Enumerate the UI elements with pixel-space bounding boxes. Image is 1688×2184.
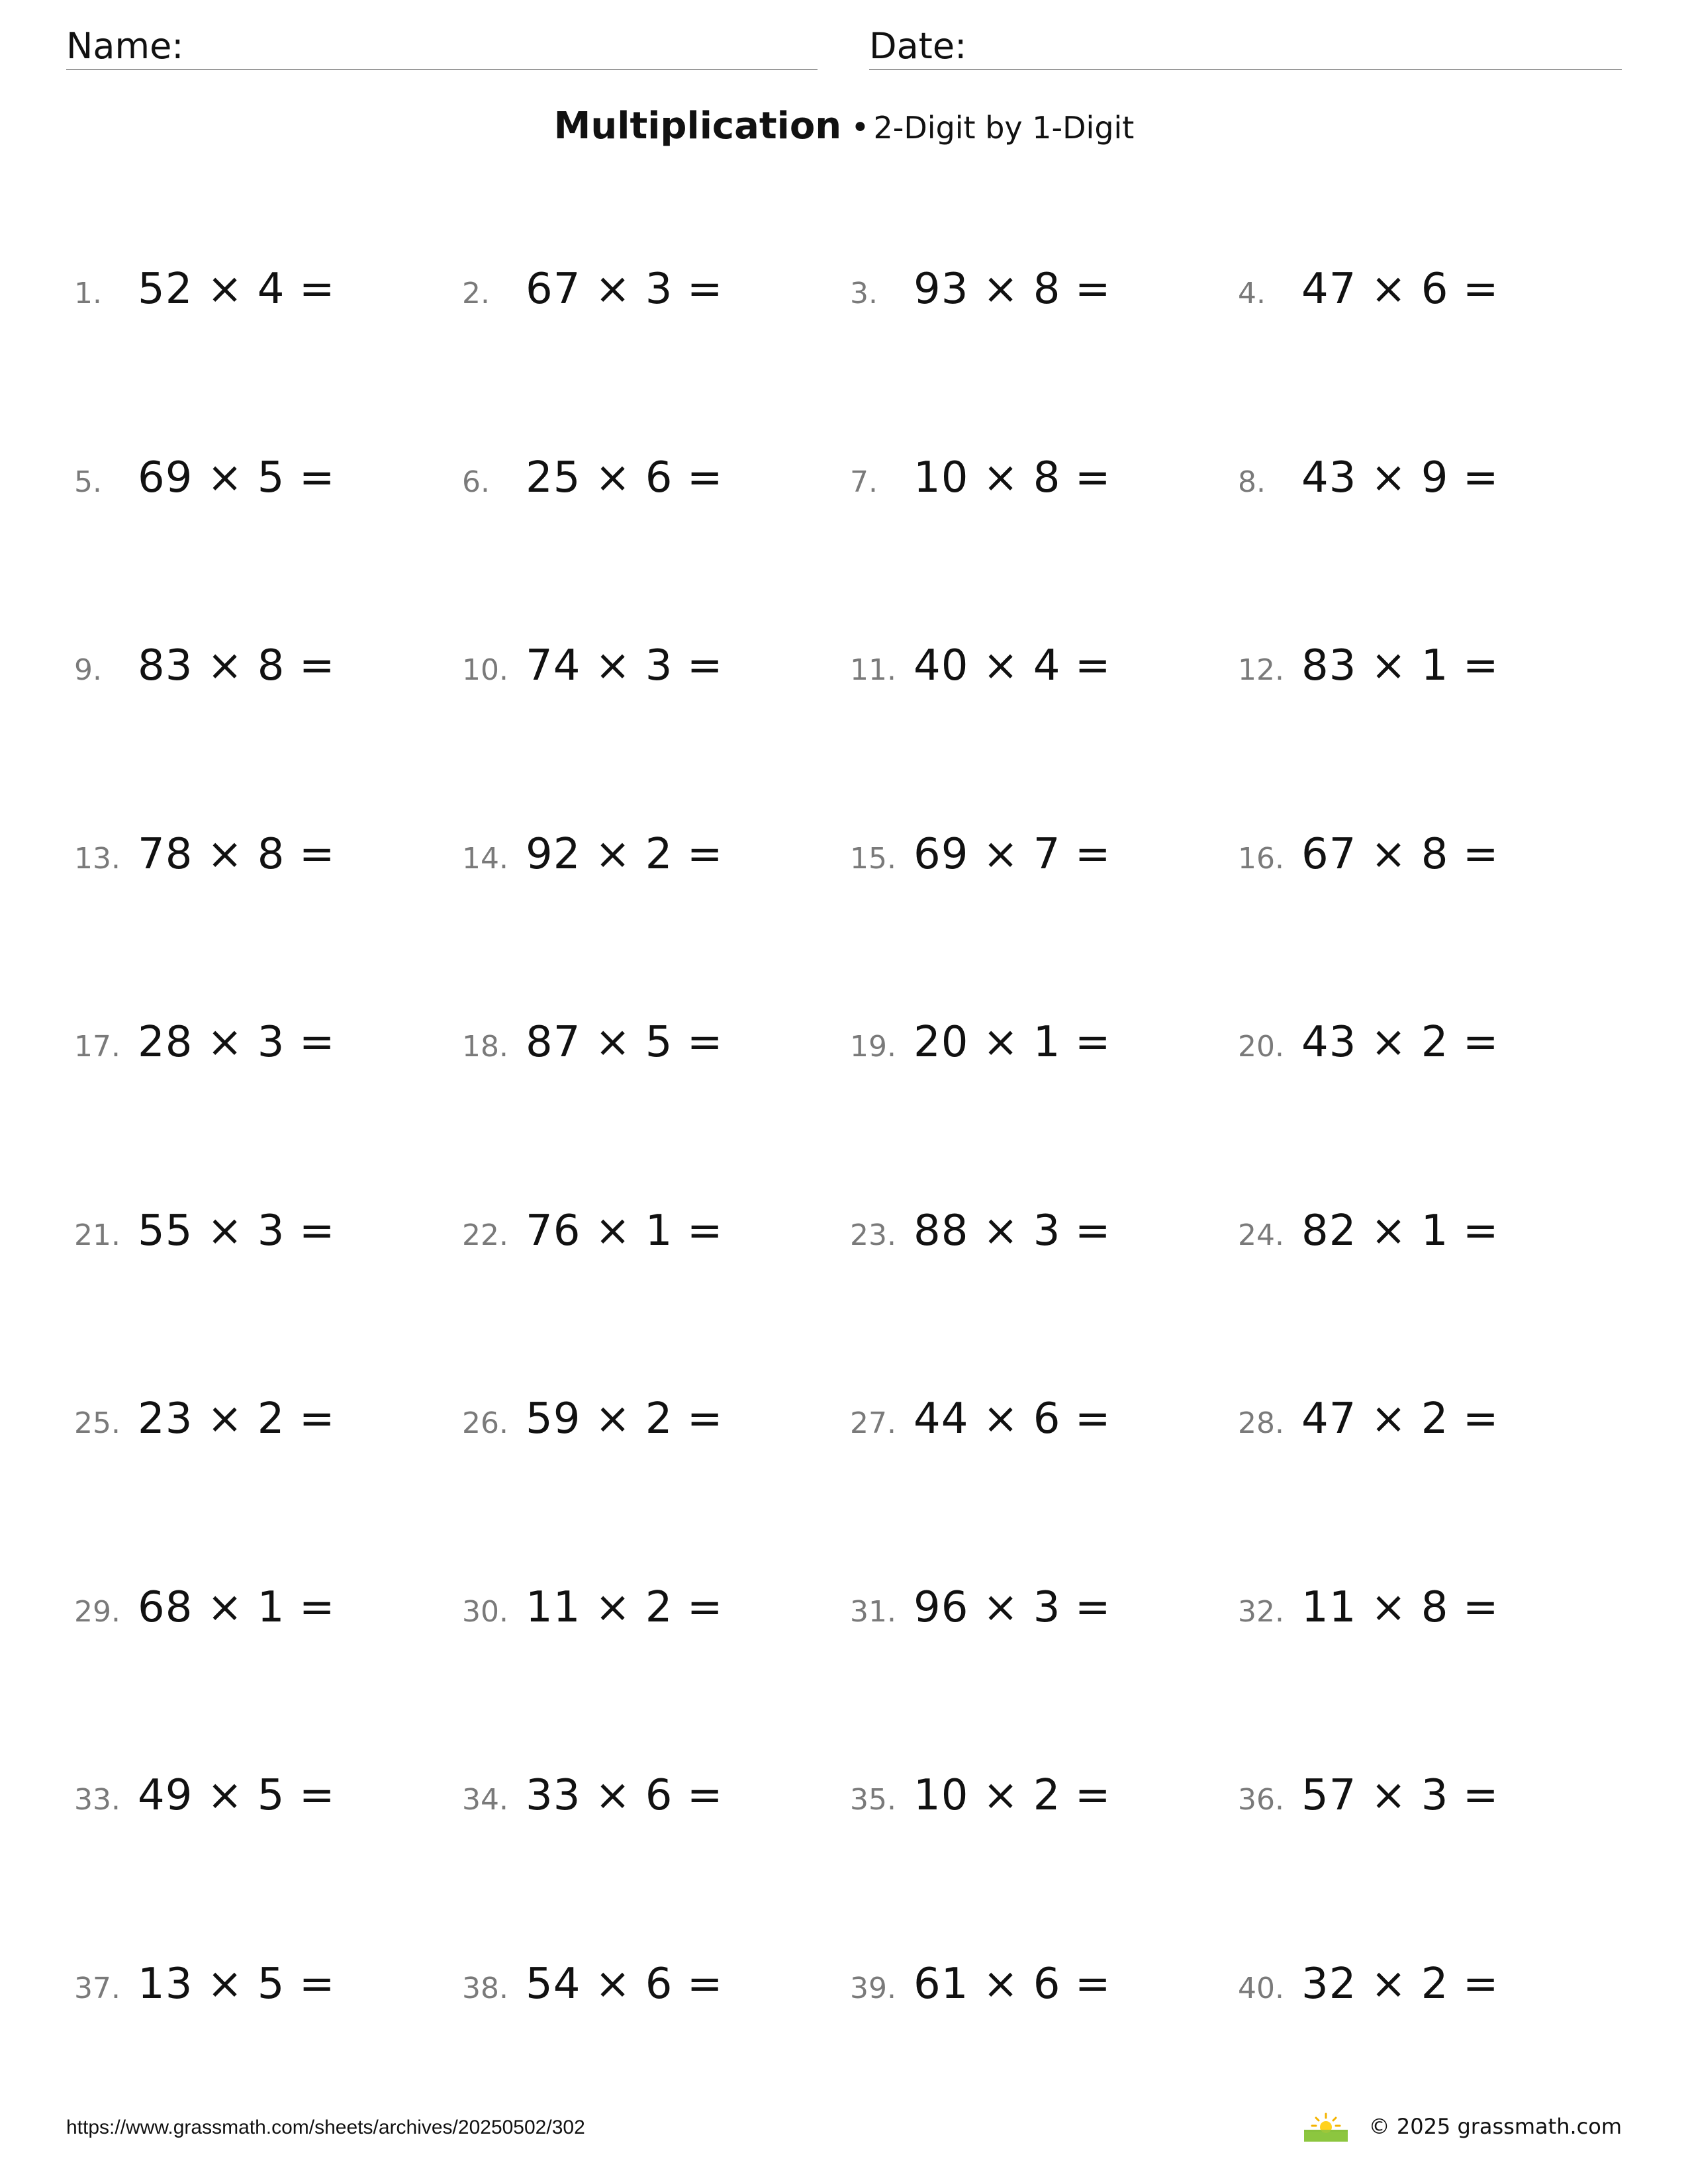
problem-number: 10. <box>462 653 508 687</box>
problem-number: 12. <box>1238 653 1284 687</box>
problem-number: 3. <box>850 277 878 310</box>
name-label: Name: <box>66 25 184 67</box>
problem-number: 39. <box>850 1972 896 2005</box>
problem-number: 11. <box>850 653 896 687</box>
problem-expression: 43 × 9 = <box>1301 453 1499 502</box>
problem-number: 33. <box>74 1783 120 1817</box>
problem-number: 37. <box>74 1972 120 2005</box>
title-separator: • <box>851 109 870 146</box>
problem-expression: 68 × 1 = <box>138 1583 336 1632</box>
problem-expression: 57 × 3 = <box>1301 1771 1499 1820</box>
problem-expression: 23 × 2 = <box>138 1394 336 1443</box>
problem-number: 23. <box>850 1218 896 1252</box>
problem-expression: 40 × 4 = <box>914 641 1111 690</box>
title-subtitle: 2-Digit by 1-Digit <box>873 110 1135 146</box>
problem-number: 19. <box>850 1030 896 1064</box>
problem-number: 36. <box>1238 1783 1284 1817</box>
problem-item <box>1238 453 1499 506</box>
problem-number: 30. <box>462 1595 508 1629</box>
problem-item <box>850 641 1111 694</box>
problem-expression: 61 × 6 = <box>914 1960 1111 2009</box>
problem-expression: 93 × 8 = <box>914 265 1111 314</box>
problem-expression: 20 × 1 = <box>914 1018 1111 1067</box>
problem-item <box>74 641 335 694</box>
problem-number: 1. <box>74 277 102 310</box>
problem-number: 28. <box>1238 1406 1284 1440</box>
problem-item <box>462 1771 723 1824</box>
problem-expression: 67 × 3 = <box>526 265 724 314</box>
problem-item <box>850 1583 1111 1636</box>
problem-expression: 10 × 8 = <box>914 453 1111 502</box>
problem-number: 7. <box>850 465 878 499</box>
problem-expression: 10 × 2 = <box>914 1771 1111 1820</box>
problem-expression: 52 × 4 = <box>138 265 336 314</box>
problem-number: 34. <box>462 1783 508 1817</box>
problem-item <box>850 265 1111 318</box>
problem-expression: 54 × 6 = <box>526 1960 724 2009</box>
problem-expression: 59 × 2 = <box>526 1394 724 1443</box>
problem-number: 27. <box>850 1406 896 1440</box>
problem-number: 9. <box>74 653 102 687</box>
problem-item <box>850 830 1111 883</box>
problem-expression: 43 × 2 = <box>1301 1018 1499 1067</box>
problem-number: 35. <box>850 1783 896 1817</box>
problem-item <box>1238 1583 1499 1636</box>
problem-number: 40. <box>1238 1972 1284 2005</box>
problem-expression: 88 × 3 = <box>914 1206 1111 1255</box>
problem-item <box>74 265 335 318</box>
problem-expression: 67 × 8 = <box>1301 830 1499 879</box>
problem-expression: 47 × 2 = <box>1301 1394 1499 1443</box>
problem-item <box>850 1394 1111 1447</box>
problem-number: 16. <box>1238 842 1284 876</box>
footer-credit <box>1303 2111 1622 2142</box>
problem-item <box>1238 641 1499 694</box>
problem-item <box>1238 1771 1499 1824</box>
problem-expression: 83 × 8 = <box>138 641 336 690</box>
problem-number: 32. <box>1238 1595 1284 1629</box>
sun-over-grass-icon <box>1303 2111 1349 2142</box>
problem-item <box>850 1960 1111 2013</box>
problem-item <box>1238 830 1499 883</box>
problem-expression: 47 × 6 = <box>1301 265 1499 314</box>
problem-item <box>850 453 1111 506</box>
problem-expression: 76 × 1 = <box>526 1206 724 1255</box>
problem-number: 38. <box>462 1972 508 2005</box>
problem-expression: 33 × 6 = <box>526 1771 724 1820</box>
problem-expression: 55 × 3 = <box>138 1206 336 1255</box>
problem-number: 15. <box>850 842 896 876</box>
problem-item <box>462 830 723 883</box>
problem-expression: 83 × 1 = <box>1301 641 1499 690</box>
problem-number: 6. <box>462 465 490 499</box>
problem-number: 26. <box>462 1406 508 1440</box>
problem-number: 18. <box>462 1030 508 1064</box>
problem-number: 20. <box>1238 1030 1284 1064</box>
problem-item <box>850 1771 1111 1824</box>
problem-expression: 82 × 1 = <box>1301 1206 1499 1255</box>
problem-item <box>462 1583 723 1636</box>
problem-item <box>462 1206 723 1259</box>
problem-expression: 92 × 2 = <box>526 830 724 879</box>
problem-expression: 25 × 6 = <box>526 453 724 502</box>
problem-item <box>74 453 335 506</box>
problem-item <box>1238 265 1499 318</box>
problem-item <box>1238 1206 1499 1259</box>
problem-item <box>74 1771 335 1824</box>
problem-number: 5. <box>74 465 102 499</box>
problem-expression: 78 × 8 = <box>138 830 336 879</box>
problem-number: 29. <box>74 1595 120 1629</box>
problem-item <box>850 1018 1111 1071</box>
problem-number: 13. <box>74 842 120 876</box>
problem-number: 17. <box>74 1030 120 1064</box>
problem-expression: 96 × 3 = <box>914 1583 1111 1632</box>
problem-item <box>1238 1018 1499 1071</box>
problem-number: 8. <box>1238 465 1266 499</box>
problem-number: 21. <box>74 1218 120 1252</box>
problem-item <box>462 1018 723 1071</box>
problem-item <box>74 830 335 883</box>
problem-item <box>462 265 723 318</box>
problem-expression: 69 × 7 = <box>914 830 1111 879</box>
title-main: Multiplication <box>553 105 842 148</box>
problem-number: 22. <box>462 1218 508 1252</box>
copyright-text: © 2025 grassmath.com <box>1368 2114 1622 2139</box>
problem-number: 4. <box>1238 277 1266 310</box>
problem-expression: 74 × 3 = <box>526 641 724 690</box>
problem-expression: 28 × 3 = <box>138 1018 336 1067</box>
problem-number: 31. <box>850 1595 896 1629</box>
problem-item <box>462 641 723 694</box>
problem-number: 25. <box>74 1406 120 1440</box>
problem-expression: 69 × 5 = <box>138 453 336 502</box>
problem-item <box>74 1960 335 2013</box>
problem-item <box>850 1206 1111 1259</box>
problem-item <box>462 1960 723 2013</box>
problem-number: 14. <box>462 842 508 876</box>
problem-expression: 11 × 2 = <box>526 1583 724 1632</box>
problem-expression: 13 × 5 = <box>138 1960 336 2009</box>
problem-number: 24. <box>1238 1218 1284 1252</box>
problem-expression: 87 × 5 = <box>526 1018 724 1067</box>
problem-item <box>1238 1960 1499 2013</box>
problem-item <box>74 1206 335 1259</box>
problem-item <box>462 453 723 506</box>
problem-number: 2. <box>462 277 490 310</box>
problem-item <box>74 1583 335 1636</box>
problem-expression: 49 × 5 = <box>138 1771 336 1820</box>
footer-url: https://www.grassmath.com/sheets/archives/20250502/302 <box>66 2116 585 2138</box>
problem-expression: 32 × 2 = <box>1301 1960 1499 2009</box>
problem-item <box>74 1018 335 1071</box>
problem-expression: 44 × 6 = <box>914 1394 1111 1443</box>
problem-expression: 11 × 8 = <box>1301 1583 1499 1632</box>
date-label: Date: <box>869 25 967 67</box>
problem-item <box>462 1394 723 1447</box>
problem-item <box>1238 1394 1499 1447</box>
problem-item <box>74 1394 335 1447</box>
